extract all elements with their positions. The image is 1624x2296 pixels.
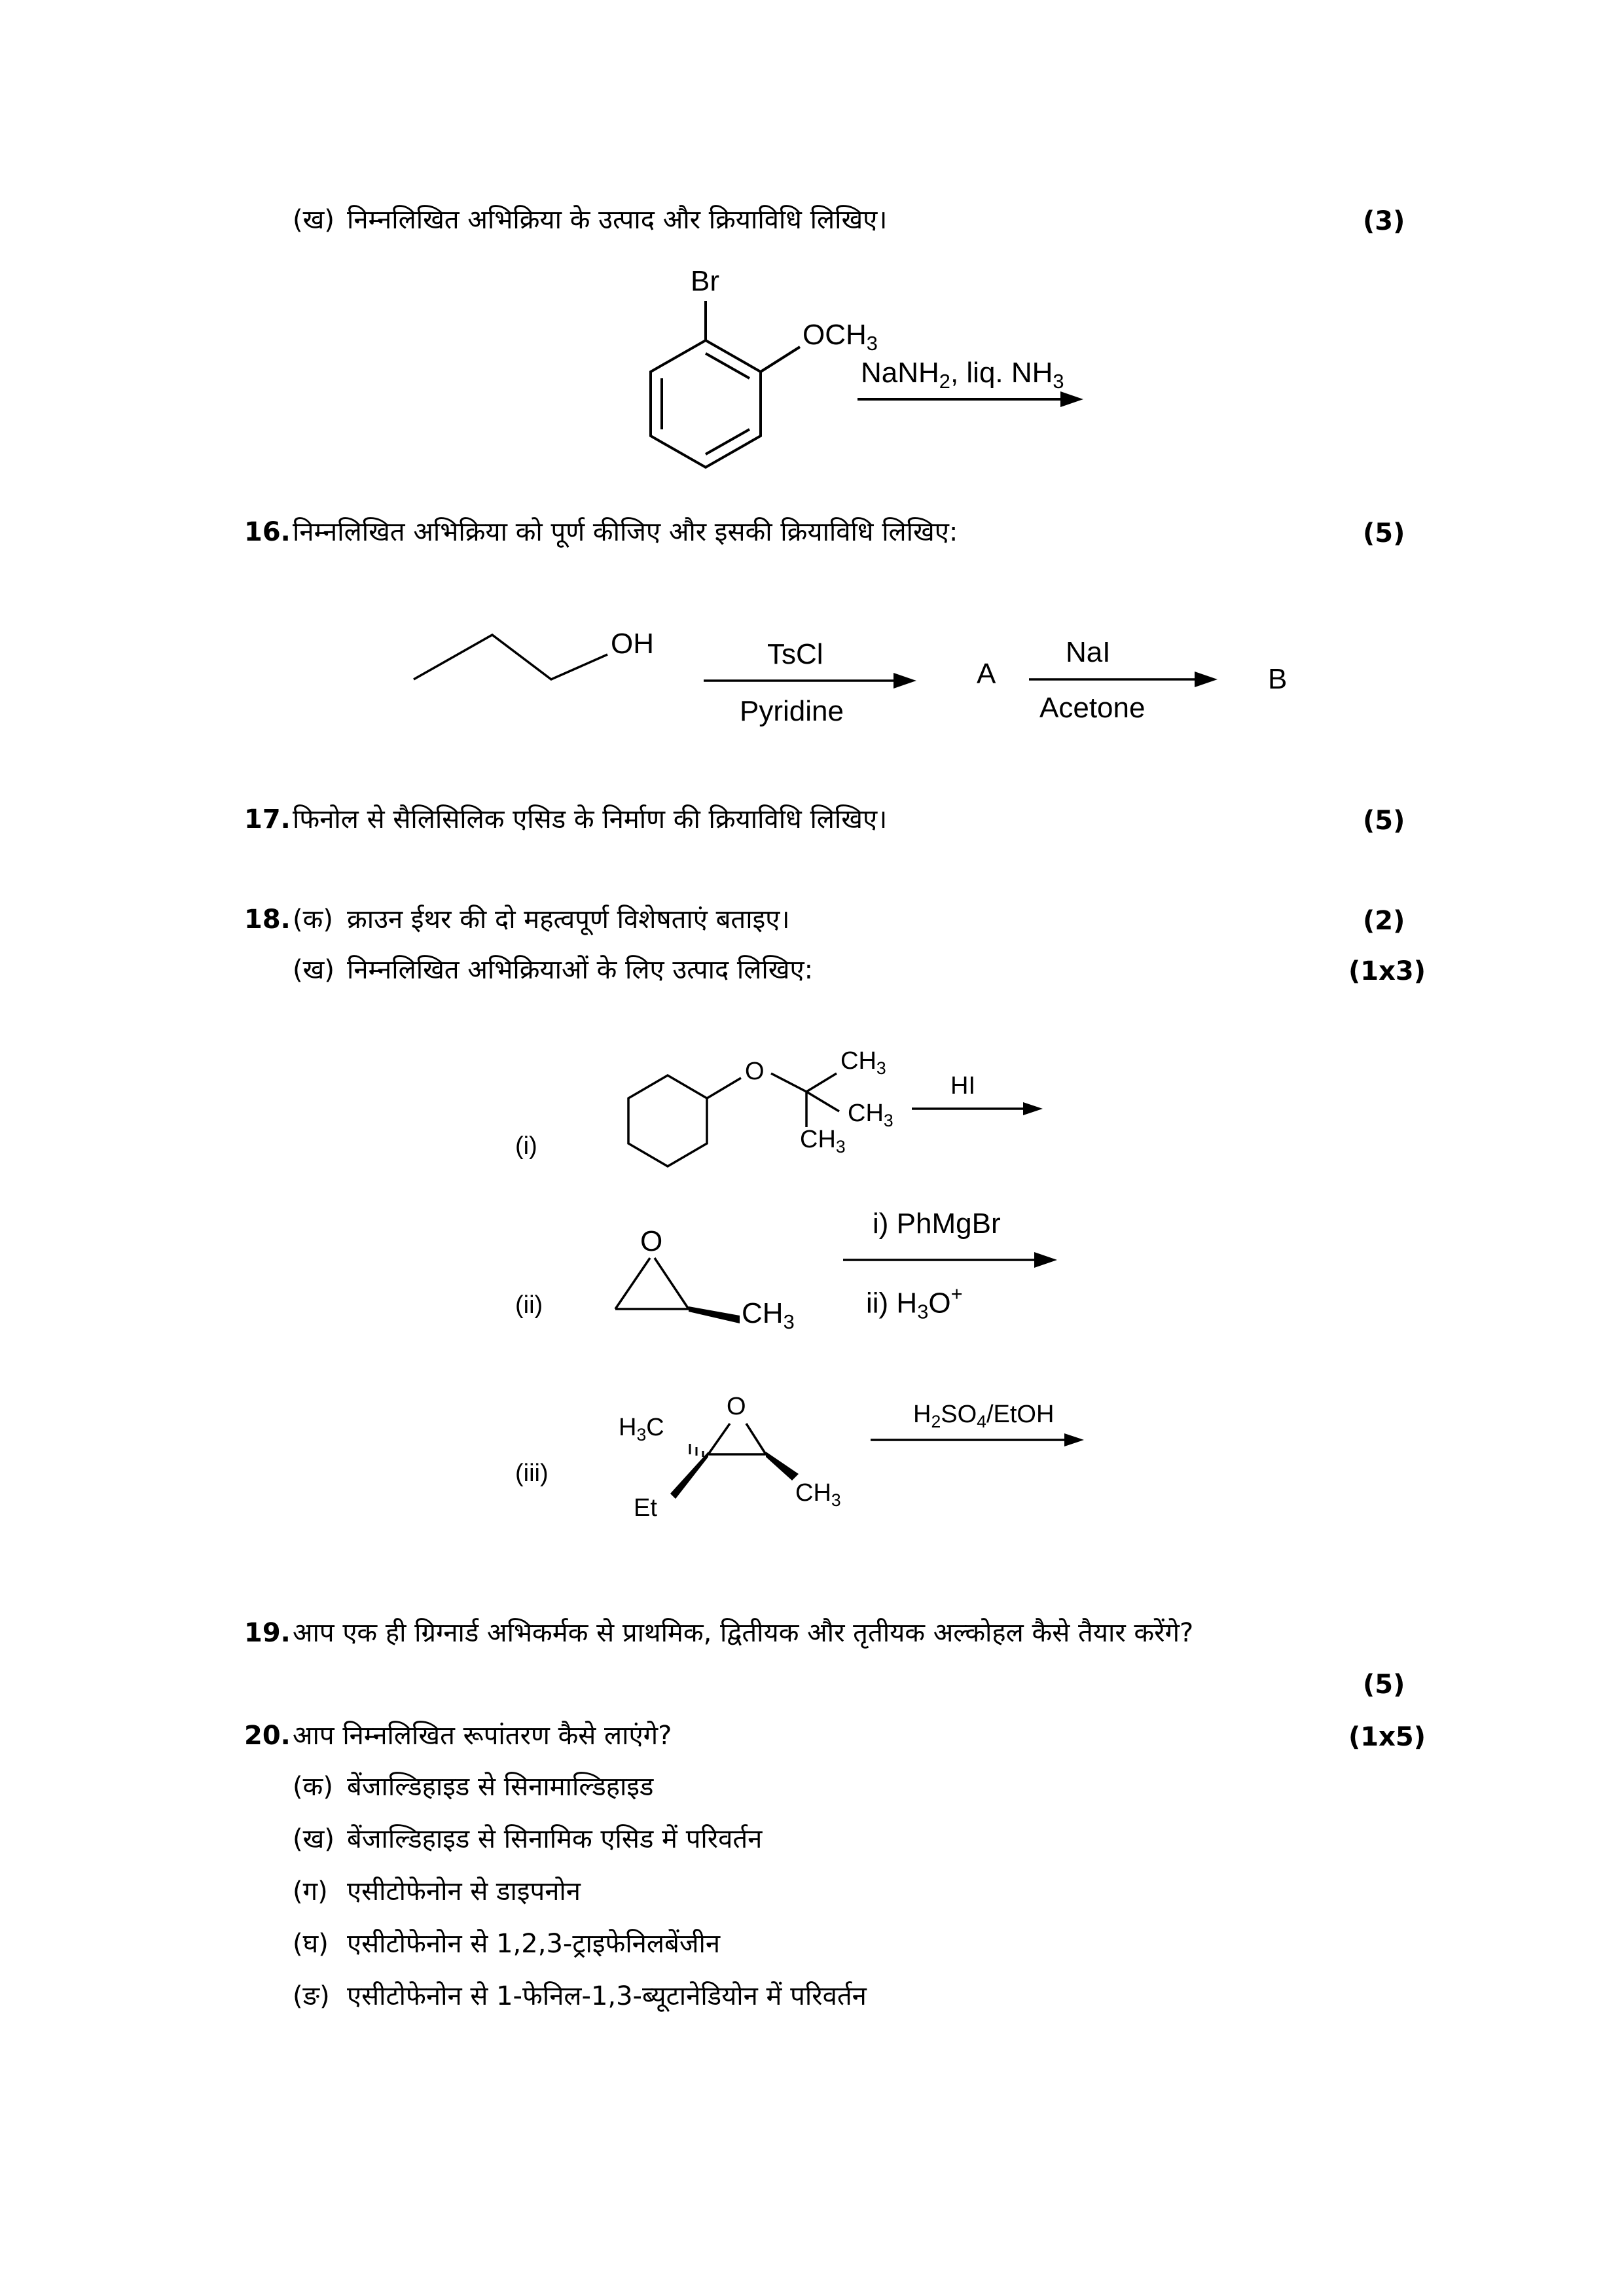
q15b-marks: (3)	[1363, 206, 1405, 236]
reagent-a: H	[913, 1401, 931, 1428]
q17-marks: (5)	[1363, 806, 1405, 836]
wedge-bond-ch3	[766, 1452, 799, 1480]
reagent-nai: NaI	[1066, 636, 1111, 668]
reaction-iii-reagent	[913, 1402, 1054, 1431]
ch3-top-sub: 3	[876, 1058, 886, 1078]
reaction-i-label: (i)	[515, 1132, 537, 1160]
q19-text: आप एक ही ग्रिग्नार्ड अभिकर्मक से प्राथमिक, द्वितीयक और तृतीयक अल्कोहल कैसे तैयार करेंगे?	[293, 1618, 1194, 1648]
h3c-a: H	[619, 1414, 637, 1441]
q17-text: फिनोल से सैलिसिलिक एसिड के निर्माण की क्रियाविधि लिखिए।	[293, 804, 888, 834]
wedge-bond-et	[670, 1452, 708, 1499]
q20-item-text: बेंजाल्डिहाइड से सिनामाल्डिहाइड	[347, 1772, 654, 1802]
reagent-a-sub: 2	[939, 370, 950, 393]
reaction-i-oxygen: O	[745, 1058, 765, 1085]
h3c-b: C	[646, 1414, 664, 1441]
q20-marks: (1x5)	[1348, 1722, 1426, 1752]
reaction-ii-label: (ii)	[515, 1291, 543, 1319]
q16-number: 16.	[244, 517, 291, 547]
reaction-iii-arrow-head	[1064, 1433, 1084, 1446]
ch3-right-main: CH	[848, 1100, 884, 1127]
q16-marks: (5)	[1363, 518, 1405, 548]
ch3-sub: 3	[831, 1490, 841, 1510]
reaction-iii-oxygen: O	[727, 1393, 746, 1420]
h3c-sub: 3	[636, 1424, 647, 1444]
q16-text: निम्नलिखित अभिक्रिया को पूर्ण कीजिए और इसकी क्रियाविधि लिखिए:	[293, 517, 958, 547]
reagent-b-sub: 3	[1053, 370, 1064, 393]
br-label: Br	[691, 265, 719, 297]
reagent-acetone: Acetone	[1039, 692, 1146, 724]
reagent-a: NaNH	[861, 357, 939, 389]
q20-item-label: (क)	[293, 1772, 333, 1802]
reagent-bottom-a: ii) H	[866, 1287, 918, 1319]
oh-label: OH	[611, 628, 654, 660]
reaction-i-reagent-hi: HI	[950, 1072, 975, 1100]
product-b: B	[1268, 663, 1288, 695]
q20-item-label: (ग)	[293, 1876, 328, 1907]
reaction-ii-oxygen: O	[640, 1225, 663, 1257]
q18b-marks: (1x3)	[1348, 956, 1426, 986]
q18-number: 18.	[244, 905, 291, 935]
reaction-iii-ch3	[795, 1480, 841, 1509]
q17-number: 17.	[244, 804, 291, 834]
ch3-main: CH	[742, 1297, 784, 1329]
q20-text: आप निम्नलिखित रूपांतरण कैसे लाएंगे?	[293, 1721, 672, 1751]
q18b-text: निम्नलिखित अभिक्रियाओं के लिए उत्पाद लिखिए:	[347, 955, 814, 985]
reagent-sub1: 2	[931, 1411, 941, 1431]
product-a: A	[977, 658, 996, 690]
reagent-c: /EtOH	[986, 1401, 1055, 1428]
q18a-marks: (2)	[1363, 906, 1405, 936]
q20-item-text: बेंजाल्डिहाइड से सिनामिक एसिड में परिवर्तन	[347, 1824, 763, 1854]
q20-item-label: (घ)	[293, 1929, 329, 1959]
q18a-text: क्राउन ईथर की दो महत्वपूर्ण विशेषताएं बताइए।	[347, 905, 790, 935]
och3-sub: 3	[866, 332, 878, 355]
ch3-main: CH	[795, 1479, 831, 1507]
reaction-iii-label: (iii)	[515, 1460, 549, 1487]
q20-item-text: एसीटोफेनोन से डाइपनोन	[347, 1876, 581, 1907]
reagent-bottom-sup: +	[950, 1282, 963, 1305]
q20-item-label: (ख)	[293, 1824, 334, 1854]
reaction-iii-et: Et	[634, 1494, 657, 1522]
reagent-bottom-b: O	[928, 1287, 951, 1319]
reagent-b: SO	[941, 1401, 977, 1428]
q15b-text: निम्नलिखित अभिक्रिया के उत्पाद और क्रियाविधि लिखिए।	[347, 205, 888, 235]
reagent-sub2: 4	[977, 1411, 986, 1431]
q20-item-text: एसीटोफेनोन से 1,2,3-ट्राइफेनिलबेंजीन	[347, 1929, 721, 1959]
reaction-iii-h3c	[619, 1415, 664, 1444]
q19-number: 19.	[244, 1618, 291, 1648]
reaction-ii-reagent-top: i) PhMgBr	[873, 1208, 1001, 1240]
reagent-bottom-sub: 3	[917, 1300, 929, 1323]
ch3-bottom-sub: 3	[835, 1136, 846, 1157]
q20-item-label: (ङ)	[293, 1981, 330, 2011]
reagent-b: , liq. NH	[950, 357, 1053, 389]
q15b-label: (ख)	[293, 205, 334, 235]
q18b-label: (ख)	[293, 955, 334, 985]
q18a-label: (क)	[293, 905, 333, 935]
reagent-pyridine: Pyridine	[740, 695, 844, 727]
och3-main: OCH	[803, 319, 867, 351]
q20-item-text: एसीटोफेनोन से 1-फेनिल-1,3-ब्यूटानेडियोन में परिवर्तन	[347, 1981, 867, 2011]
ch3-sub: 3	[783, 1310, 795, 1334]
q19-marks: (5)	[1363, 1670, 1405, 1700]
q20-number: 20.	[244, 1721, 291, 1751]
ch3-bottom-main: CH	[800, 1126, 836, 1153]
ch3-top-main: CH	[840, 1047, 876, 1075]
ch3-right-sub: 3	[883, 1110, 893, 1130]
reagent-tscl: TsCl	[767, 638, 823, 670]
